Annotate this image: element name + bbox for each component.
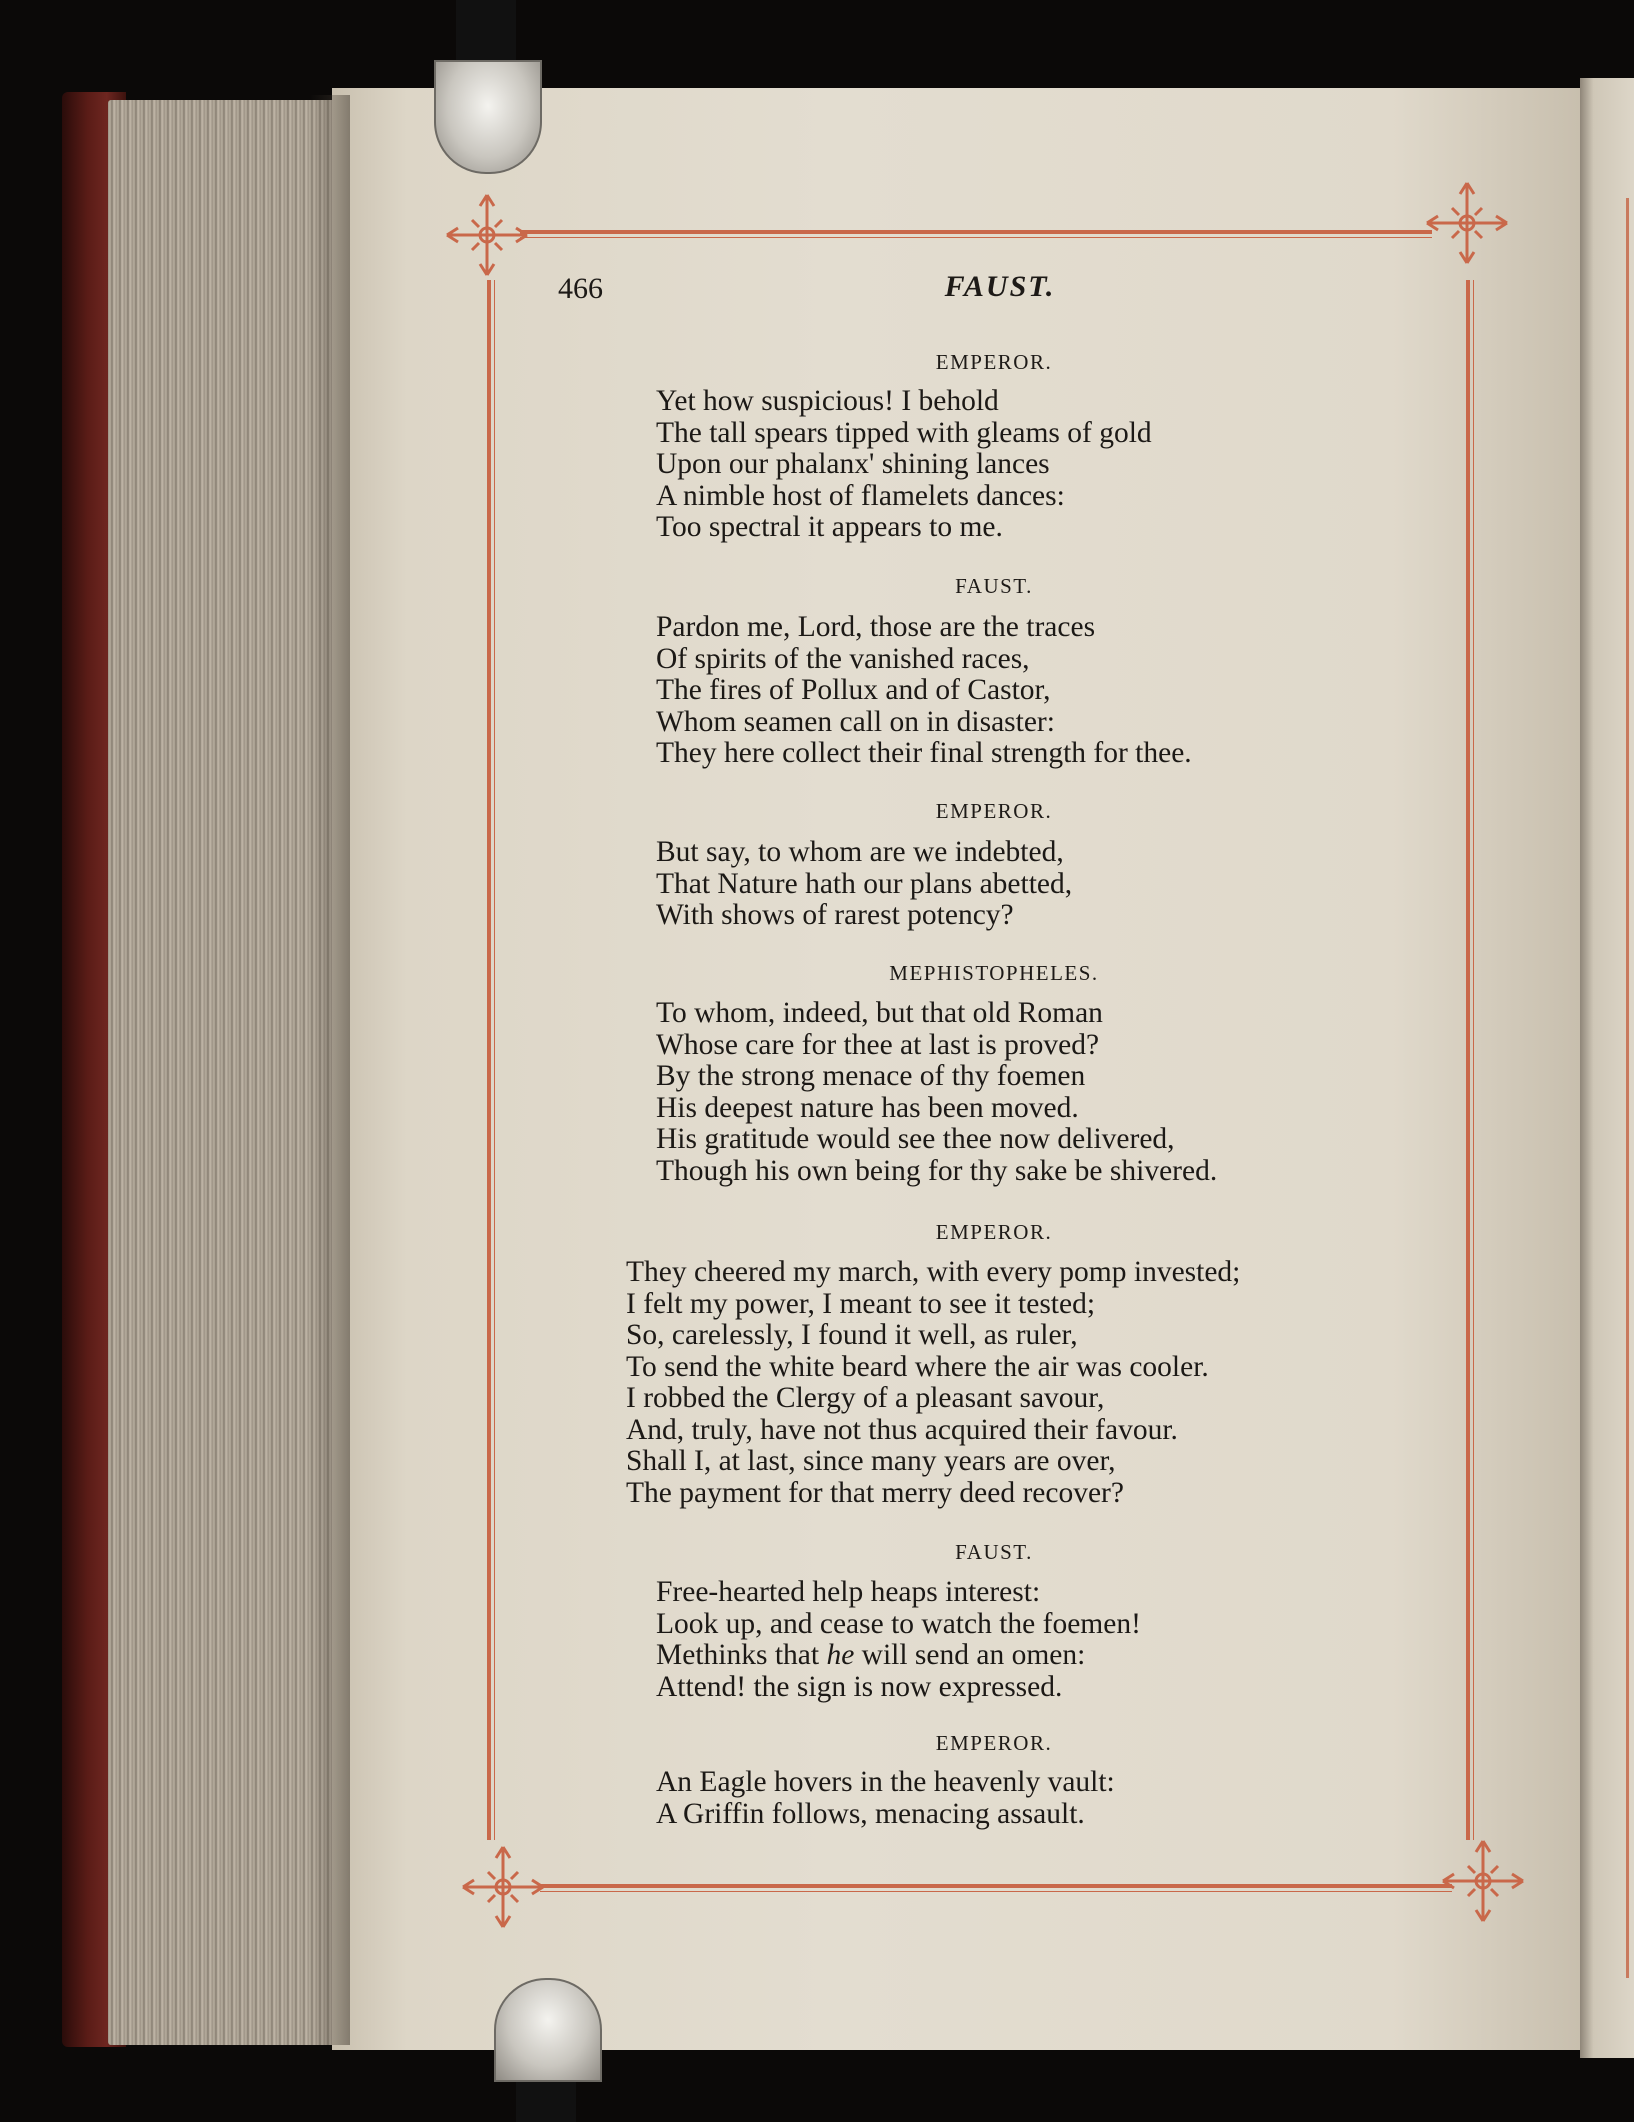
facing-page-edge	[1580, 78, 1634, 2058]
speaker-name: EMPEROR.	[935, 1731, 1053, 1755]
frame-top-rule	[520, 230, 1432, 234]
verse-line: His deepest nature has been moved.	[656, 1091, 1079, 1124]
frame-left-rule	[487, 280, 491, 1840]
verse-block	[626, 1257, 1240, 1509]
verse-line: His gratitude would see thee now delivered,	[656, 1123, 1175, 1155]
page-clip-bottom	[494, 1978, 602, 2082]
verse-block	[656, 1577, 1141, 1703]
verse-line: They cheered my march, with every pomp invested;	[626, 1256, 1241, 1288]
verse-line: Whose care for thee at last is proved?	[656, 1028, 1100, 1061]
verse-line: Look up, and cease to watch the foemen!	[656, 1607, 1141, 1640]
verse-line: Whom seamen call on in disaster:	[656, 705, 1055, 738]
page-number: 466	[558, 272, 603, 305]
verse-block	[656, 612, 1192, 770]
verse-line: A nimble host of flamelets dances:	[656, 479, 1065, 512]
speaker-name: FAUST.	[955, 1540, 1033, 1564]
verse-block	[656, 1767, 1115, 1830]
corner-ornament-icon	[1422, 178, 1512, 268]
verse-line: Upon our phalanx' shining lances	[656, 448, 1050, 480]
verse-line: To send the white beard where the air was cooler.	[626, 1350, 1209, 1383]
verse-line: An Eagle hovers in the heavenly vault:	[656, 1766, 1115, 1798]
verse-line: Free-hearted help heaps interest:	[656, 1576, 1041, 1608]
verse-line: Attend! the sign is now expressed.	[656, 1670, 1063, 1703]
verse-line: With shows of rarest potency?	[656, 899, 1014, 931]
running-head: FAUST.	[944, 270, 1056, 303]
gutter-shadow	[310, 95, 350, 2045]
emphasis-word: he	[826, 1639, 855, 1671]
verse-line: The fires of Pollux and of Castor,	[656, 674, 1051, 706]
frame-right-rule	[1466, 280, 1470, 1840]
verse-line: That Nature hath our plans abetted,	[656, 867, 1073, 900]
verse-line: Yet how suspicious! I behold	[656, 385, 999, 417]
verse-line: They here collect their final strength for thee.	[656, 737, 1192, 769]
verse-line: Shall I, at last, since many years are over,	[626, 1445, 1116, 1477]
verse-line: To whom, indeed, but that old Roman	[656, 997, 1103, 1029]
verse-line: By the strong menace of thy foemen	[656, 1060, 1086, 1092]
speaker-name: EMPEROR.	[935, 1220, 1053, 1244]
verse-text: Methinks that	[656, 1639, 820, 1671]
verse-line: And, truly, have not thus acquired their favour.	[626, 1413, 1178, 1446]
verse-line: I robbed the Clergy of a pleasant savour,	[626, 1382, 1105, 1414]
page-edges	[108, 100, 340, 2045]
verse-block	[656, 386, 1152, 544]
verse-line: Though his own being for thy sake be shivered.	[656, 1154, 1218, 1187]
verse-block	[656, 998, 1217, 1187]
speaker-name: EMPEROR.	[935, 350, 1053, 374]
verse-line: Pardon me, Lord, those are the traces	[656, 611, 1096, 643]
speaker-name: EMPEROR.	[935, 799, 1053, 823]
verse-line: But say, to whom are we indebted,	[656, 836, 1064, 868]
verse-line: A Griffin follows, menacing assault.	[656, 1797, 1085, 1830]
verse-line: The tall spears tipped with gleams of gold	[656, 416, 1152, 449]
corner-ornament-icon	[1438, 1836, 1528, 1926]
verse-line: I felt my power, I meant to see it tested;	[626, 1287, 1096, 1320]
verse-block	[656, 837, 1072, 932]
verse-line: The payment for that merry deed recover?	[626, 1476, 1124, 1509]
speaker-name: FAUST.	[955, 574, 1033, 598]
verse-text: will send an omen:	[861, 1639, 1086, 1671]
verse-line: So, carelessly, I found it well, as ruler,	[626, 1319, 1078, 1351]
verse-line	[656, 1640, 1141, 1672]
page-clip-top	[434, 60, 542, 174]
speaker-name: MEPHISTOPHELES.	[889, 961, 1099, 985]
corner-ornament-icon	[442, 190, 532, 280]
verse-line: Too spectral it appears to me.	[656, 511, 1003, 543]
frame-bottom-rule	[540, 1884, 1452, 1888]
verse-line: Of spirits of the vanished races,	[656, 642, 1030, 675]
corner-ornament-icon	[458, 1842, 548, 1932]
